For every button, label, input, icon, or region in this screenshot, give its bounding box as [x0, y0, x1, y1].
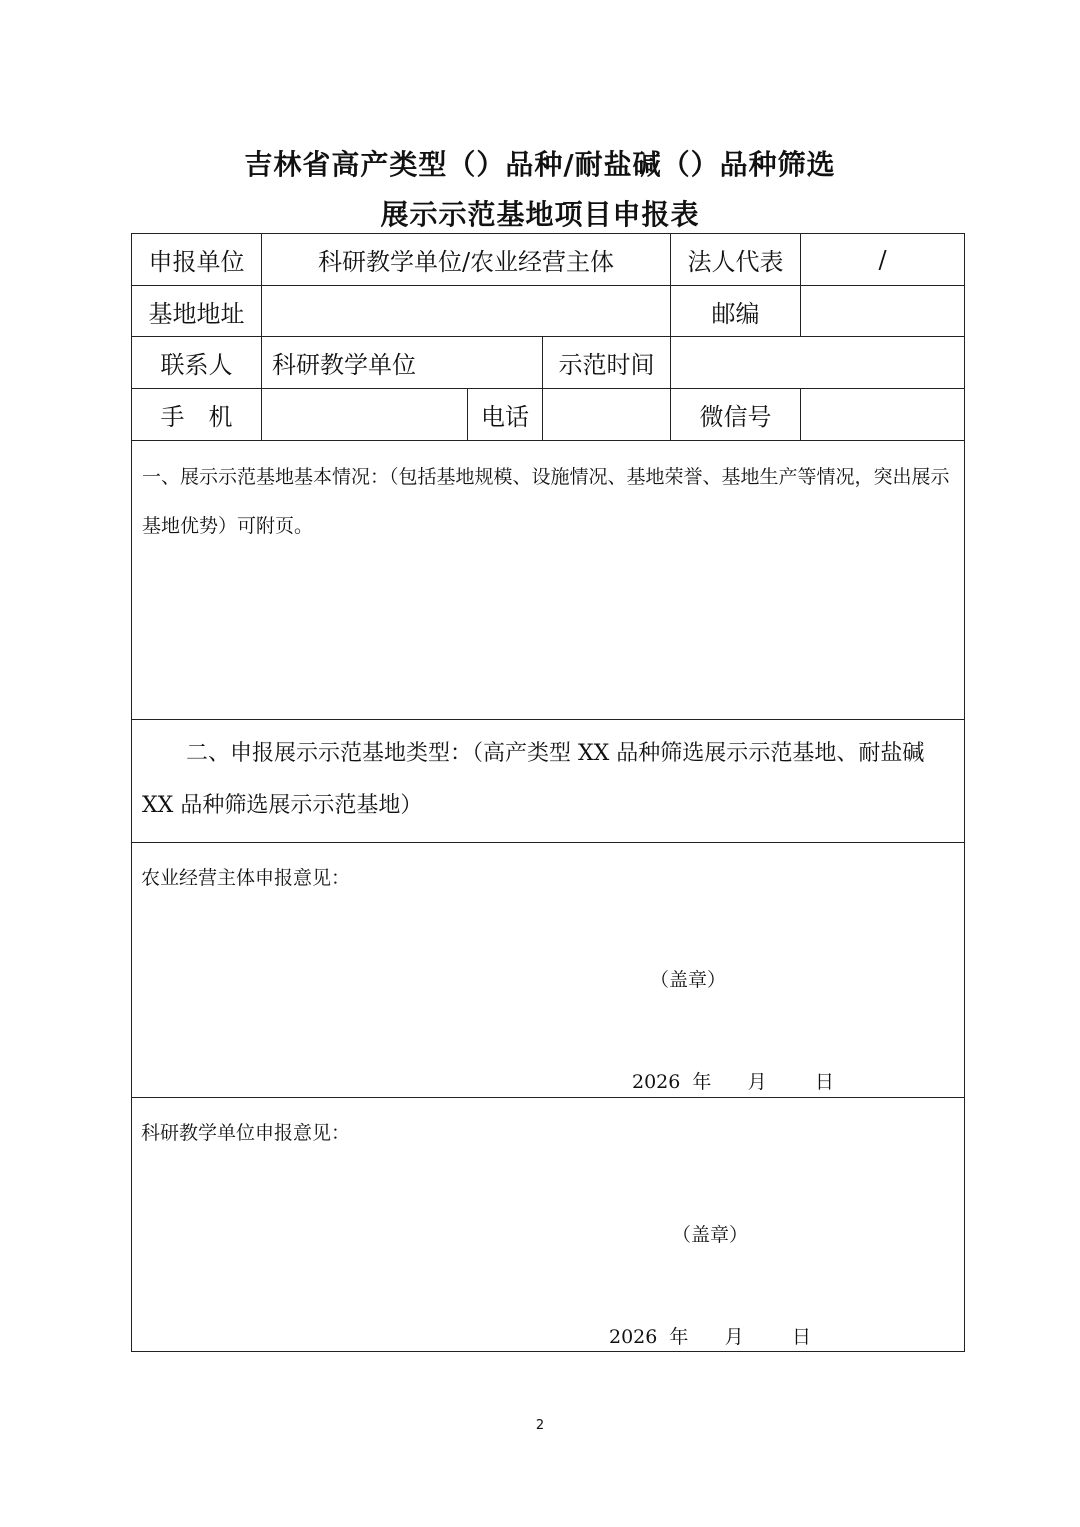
business-entity-opinion[interactable]	[132, 843, 965, 1098]
application-form-table	[131, 233, 965, 1352]
table-row	[132, 234, 965, 286]
research-seal-text: （盖章）	[672, 1224, 749, 1246]
business-opinion-label: 农业经营主体申报意见：	[141, 867, 351, 889]
phone-label: 电话	[468, 389, 543, 441]
demo-time-field[interactable]	[671, 337, 965, 389]
document-subtitle: 展示示范基地项目申报表	[380, 198, 700, 231]
business-date-text: 2026 年 月 日	[632, 1071, 834, 1093]
legal-rep-label: 法人代表	[671, 234, 801, 286]
research-unit-opinion[interactable]	[132, 1098, 965, 1352]
phone-field[interactable]	[543, 389, 671, 441]
research-opinion-label: 科研教学单位申报意见：	[141, 1122, 351, 1144]
base-address-label: 基地地址	[132, 286, 262, 337]
section-base-type[interactable]: 二、申报展示示范基地类型：（高产类型 XX 品种筛选展示示范基地、耐盐碱 XX 品种筛选展示示范基地）	[132, 720, 965, 843]
base-address-field[interactable]	[262, 286, 671, 337]
wechat-label: 微信号	[671, 389, 801, 441]
legal-rep-value[interactable]: /	[801, 234, 965, 286]
postcode-field[interactable]	[801, 286, 965, 337]
postcode-label: 邮编	[671, 286, 801, 337]
research-date-text: 2026 年 月 日	[609, 1326, 811, 1348]
demo-time-label: 示范时间	[543, 337, 671, 389]
section-basic-info[interactable]: 一、展示示范基地基本情况：（包括基地规模、设施情况、基地荣誉、基地生产等情况，突出展示基地优势）可附页。	[132, 441, 965, 720]
contact-value[interactable]: 科研教学单位	[262, 337, 543, 389]
table-row	[132, 389, 965, 441]
mobile-field[interactable]	[262, 389, 468, 441]
table-row	[132, 843, 965, 1098]
applicant-unit-value[interactable]: 科研教学单位/农业经营主体	[262, 234, 671, 286]
applicant-unit-label: 申报单位	[132, 234, 262, 286]
table-row	[132, 1098, 965, 1352]
mobile-label: 手 机	[132, 389, 262, 441]
page-number: 2	[535, 1418, 545, 1433]
contact-label: 联系人	[132, 337, 262, 389]
table-row	[132, 441, 965, 720]
document-title: 吉林省高产类型（）品种/耐盐碱（）品种筛选	[244, 148, 836, 181]
table-row	[132, 720, 965, 843]
business-seal-text: （盖章）	[650, 969, 727, 991]
wechat-field[interactable]	[801, 389, 965, 441]
table-row	[132, 337, 965, 389]
table-row	[132, 286, 965, 337]
